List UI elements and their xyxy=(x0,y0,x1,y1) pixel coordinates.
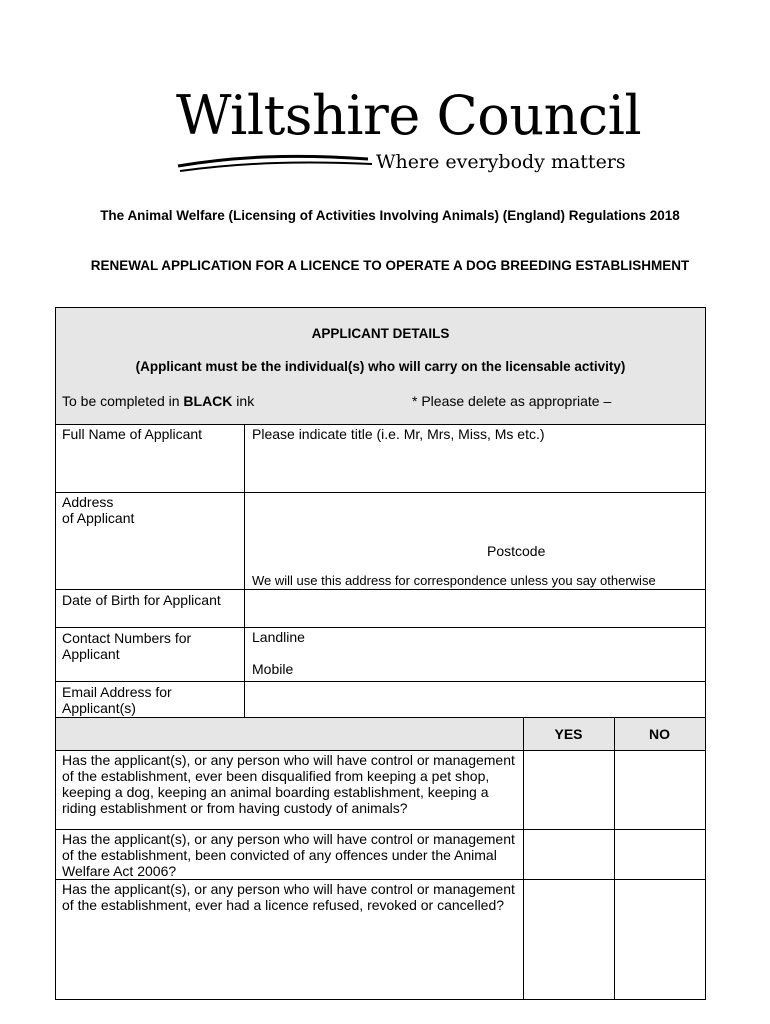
council-logo xyxy=(176,84,642,180)
yes-column-header: YES xyxy=(554,726,583,742)
address-label: Address of Applicant xyxy=(62,494,135,526)
contact-label: Contact Numbers for Applicant xyxy=(62,630,192,662)
no-column-divider xyxy=(614,718,615,999)
postcode-field[interactable]: Postcode xyxy=(487,543,546,559)
section-title: APPLICANT DETAILS xyxy=(311,326,450,341)
question-row xyxy=(56,830,705,880)
swoosh-icon xyxy=(176,150,376,174)
applicant-details-header xyxy=(56,308,705,425)
dob-label: Date of Birth for Applicant xyxy=(62,592,221,608)
full-name-label: Full Name of Applicant xyxy=(62,426,203,442)
address-note: We will use this address for correspondence unless you say otherwise xyxy=(252,573,656,588)
application-title: RENEWAL APPLICATION FOR A LICENCE TO OPERATE A DOG BREEDING ESTABLISHMENT xyxy=(90,258,690,273)
address-row xyxy=(56,493,705,590)
yes-column-divider xyxy=(523,718,524,999)
question-table-header xyxy=(56,718,705,751)
question-text: Has the applicant(s), or any person who will have control or management of the establishment, ever had a licence refused, revoked or cancelled? xyxy=(62,881,515,913)
delete-note: * Please delete as appropriate – xyxy=(412,393,612,409)
logo-tagline: Where everybody matters xyxy=(376,151,626,173)
question-text: Has the applicant(s), or any person who will have control or management of the establishment, been convicted of any offences under the Animal Welfare Act 2006? xyxy=(62,831,515,879)
email-row xyxy=(56,682,705,718)
no-column-header: NO xyxy=(649,726,670,742)
section-subtitle: (Applicant must be the individual(s) who will carry on the licensable activity) xyxy=(135,359,626,374)
question-text: Has the applicant(s), or any person who will have control or management of the establishment, ever been disqualified from keeping a pet shop, keeping a dog, keeping an animal boarding establishment, keeping a riding establishment or from having custody of animals? xyxy=(62,752,515,816)
question-row xyxy=(56,880,705,999)
landline-field[interactable]: Landline xyxy=(252,629,305,645)
mobile-field[interactable]: Mobile xyxy=(252,661,294,677)
application-form xyxy=(55,307,706,1000)
contact-row xyxy=(56,628,705,682)
ink-instruction: To be completed in BLACK ink xyxy=(62,393,255,409)
logo-name: Wiltshire Council xyxy=(176,84,642,147)
email-label: Email Address for Applicant(s) xyxy=(62,684,172,716)
full-name-field[interactable]: Please indicate title (i.e. Mr, Mrs, Miss, Ms etc.) xyxy=(252,426,545,442)
regulation-title: The Animal Welfare (Licensing of Activities Involving Animals) (England) Regulations 2018 xyxy=(100,208,680,223)
full-name-row xyxy=(56,424,705,493)
dob-row xyxy=(56,590,705,628)
question-row xyxy=(56,751,705,830)
